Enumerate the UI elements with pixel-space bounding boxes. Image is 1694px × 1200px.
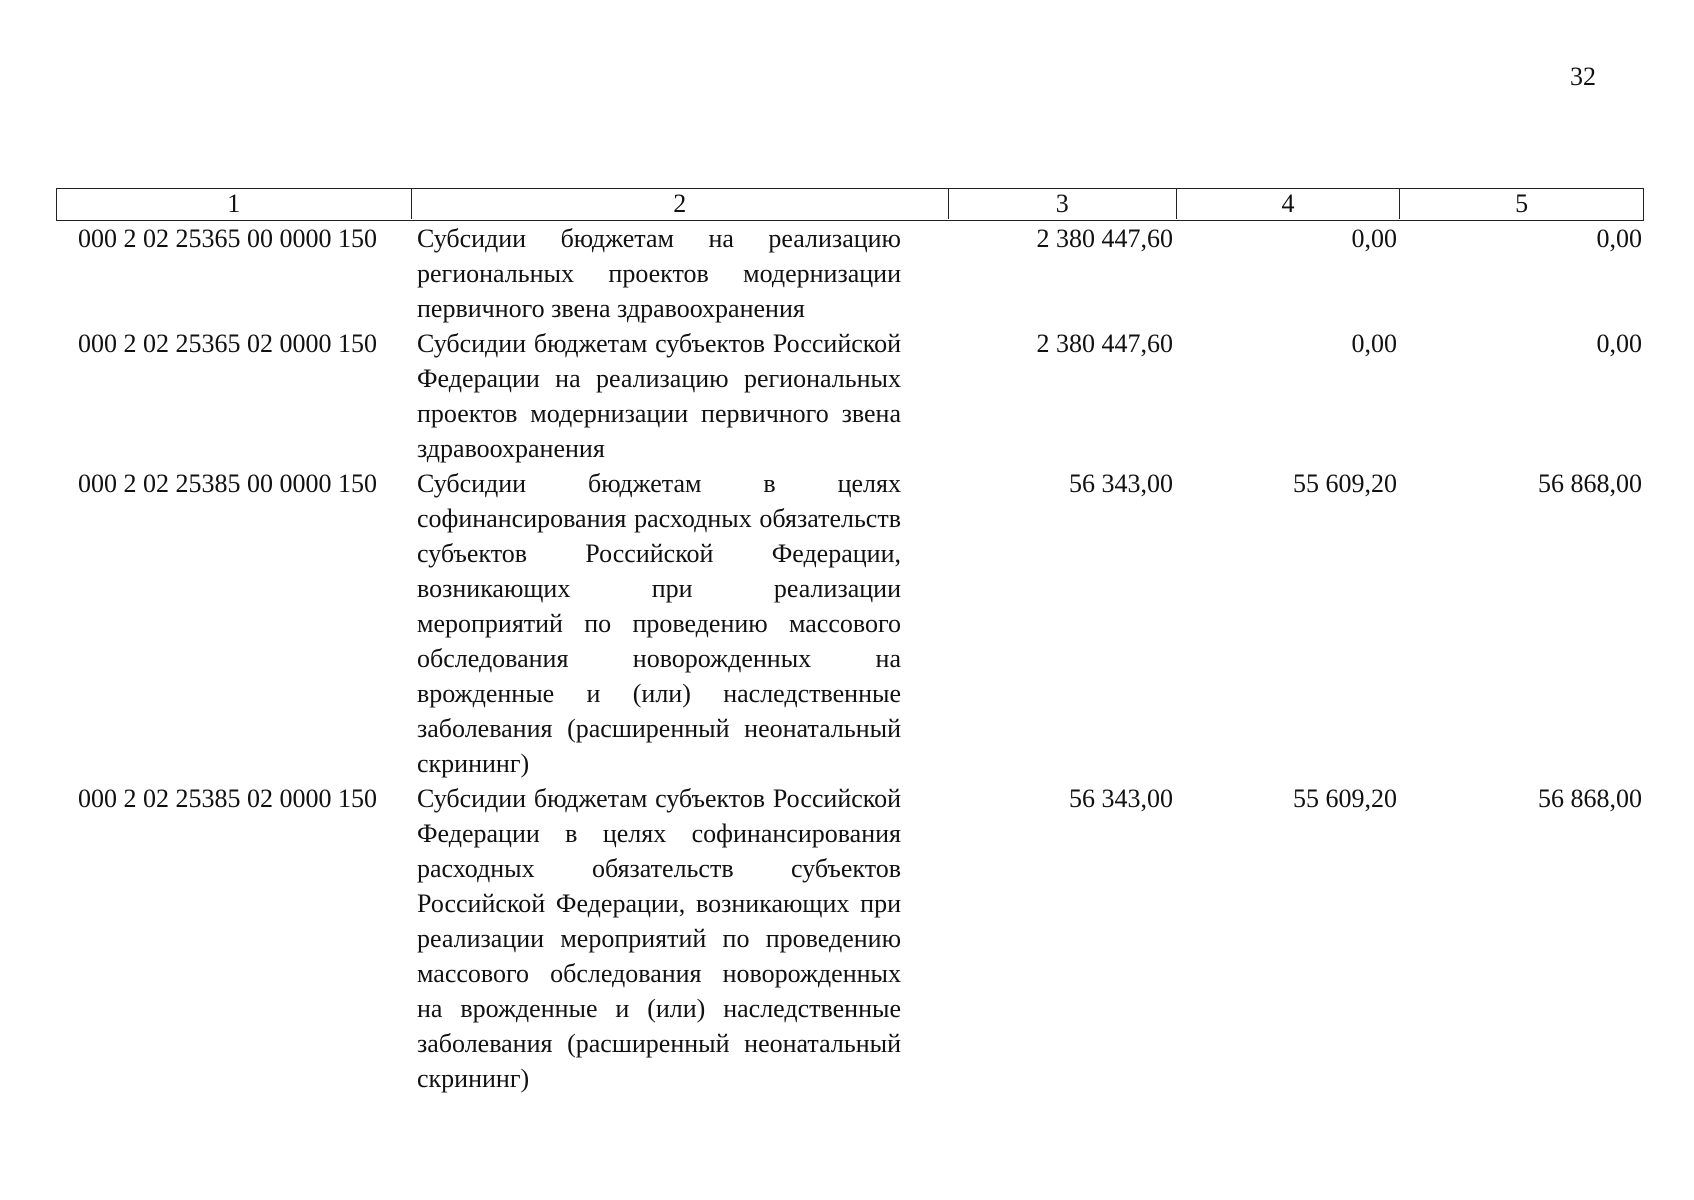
row-name: Субсидии бюджетам на реализацию региональных проектов модернизации первичного звена здравоохранения: [417, 224, 901, 323]
table-row: [56, 326, 1644, 466]
row-value-col4: 55 609,20: [1293, 784, 1397, 813]
row-value-col4: 55 609,20: [1293, 469, 1397, 498]
row-value-col5: 0,00: [1596, 329, 1642, 358]
row-code: 000 2 02 25385 02 0000 150: [78, 784, 377, 813]
header-cell-4: 4: [1177, 189, 1401, 219]
row-value-col3: 2 380 447,60: [1036, 224, 1173, 253]
page-number: 32: [1570, 62, 1596, 91]
row-code: 000 2 02 25365 02 0000 150: [78, 329, 377, 358]
row-value-col5: 0,00: [1596, 224, 1642, 253]
header-cell-5: 5: [1515, 189, 1529, 218]
row-value-col5: 56 868,00: [1538, 784, 1642, 813]
row-value-col4: 0,00: [1351, 224, 1397, 253]
row-value-col4: 0,00: [1351, 329, 1397, 358]
row-value-col3: 56 343,00: [1069, 469, 1173, 498]
table-header-row: [56, 188, 1644, 221]
table-row: [56, 466, 1644, 781]
row-value-col5: 56 868,00: [1538, 469, 1642, 498]
header-cell-2: 2: [412, 189, 949, 219]
row-name: Субсидии бюджетам в целях софинансирования расходных обязательств субъектов Российской Федерации, возникающих при реализации мероприятий по проведению массового обследования новорожденных на врожденные и (или) наследственные заболевания (расширенный неонатальный скрининг): [417, 469, 901, 778]
table-row: [56, 781, 1644, 1096]
row-value-col3: 56 343,00: [1069, 784, 1173, 813]
header-cell-3: 3: [949, 189, 1177, 219]
row-name: Субсидии бюджетам субъектов Российской Федерации в целях софинансирования расходных обязательств субъектов Российской Федерации, возникающих при реализации мероприятий по проведению массового обследования новорожденных на врожденные и (или) наследственные заболевания (расширенный неонатальный скрининг): [417, 784, 901, 1093]
table-row: [56, 221, 1644, 326]
row-code: 000 2 02 25385 00 0000 150: [78, 469, 377, 498]
row-name: Субсидии бюджетам субъектов Российской Федерации на реализацию региональных проектов модернизации первичного звена здравоохранения: [417, 329, 901, 463]
header-cell-1: 1: [57, 189, 412, 219]
row-code: 000 2 02 25365 00 0000 150: [78, 224, 377, 253]
budget-table: [56, 188, 1644, 1096]
row-value-col3: 2 380 447,60: [1036, 329, 1173, 358]
